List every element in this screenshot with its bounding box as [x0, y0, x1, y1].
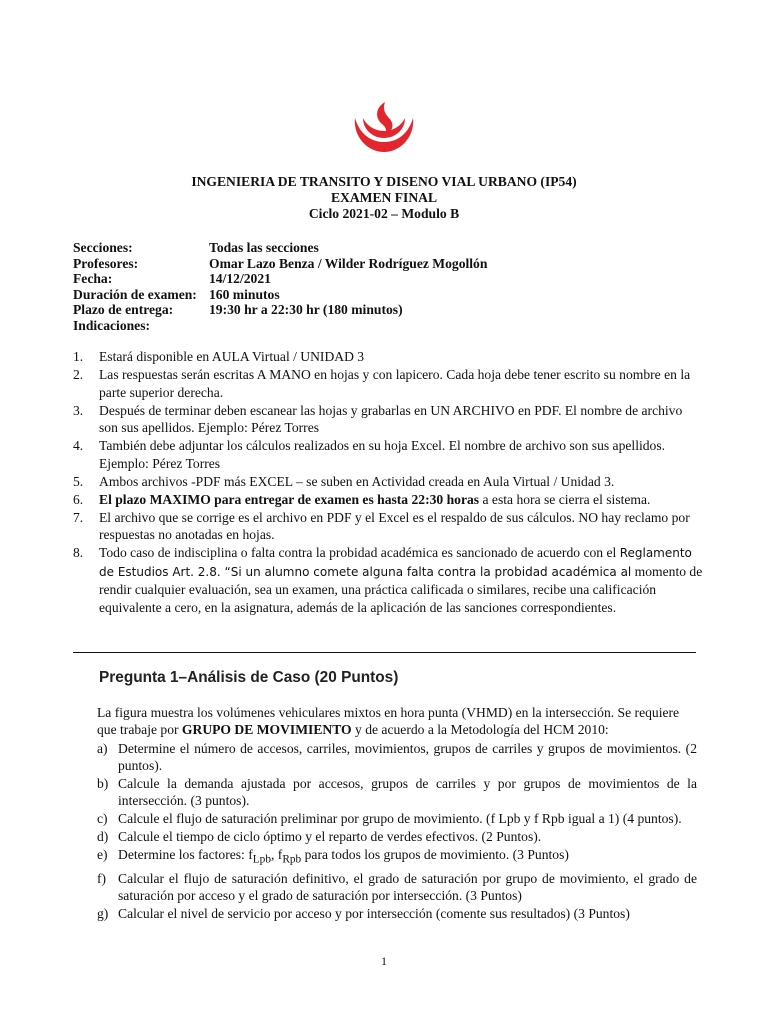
info-label: Profesores:: [73, 255, 139, 271]
info-label: Secciones:: [73, 240, 133, 255]
list-number: 4.: [73, 438, 84, 453]
info-value: Todas las secciones: [209, 240, 319, 255]
list-text: También debe adjuntar los cálculos realizados en su hoja Excel. El nombre de archivo son sus apellidos. Ejemplo: Pérez Torres: [99, 438, 666, 471]
subscript-lpb: Lpb: [252, 853, 271, 866]
item-letter: e): [97, 847, 108, 862]
list-item: [73, 366, 703, 401]
list-text: Ambos archivos -PDF más EXCEL – se suben en Actividad creada en Aula Virtual / Unidad 3.: [99, 473, 615, 489]
list-text: Las respuestas serán escritas A MANO en hojas y con lapicero. Cada hoja debe tener escrito su nombre en la parte superior derecha.: [99, 367, 691, 400]
info-row-date: [73, 271, 487, 287]
question-item: [97, 810, 697, 827]
list-number: 5.: [73, 473, 84, 489]
upc-flame-logo-icon: [349, 98, 419, 158]
exam-info-table: [73, 240, 487, 333]
item-letter: c): [97, 811, 108, 826]
subscript-rpb: Rpb: [282, 853, 302, 866]
list-number: 8.: [73, 545, 84, 560]
list-number: 3.: [73, 402, 84, 418]
item-text: Calcular el nivel de servicio por acceso y por intersección (comente sus resultados) (3 Puntos): [118, 905, 630, 921]
question-item: [97, 905, 697, 922]
question-intro: [97, 704, 697, 738]
info-value: Omar Lazo Benza / Wilder Rodríguez Mogollón: [209, 255, 488, 271]
list-text: momento de rendir cualquier evaluación, sea un examen, una práctica calificada o similares, recibe una calificación equivalente a cero, en la asignatura, además de la aplicación de las sanciones correspondientes.: [99, 563, 703, 615]
exam-title-block: [0, 174, 768, 222]
question-item: [97, 828, 697, 845]
item-text: Calcule la demanda ajustada por accesos, grupos de carriles y por grupos de movimientos de la intersección. (3 puntos).: [118, 776, 697, 808]
list-number: 1.: [73, 349, 84, 364]
item-letter: b): [97, 776, 109, 791]
exam-cycle: Ciclo 2021-02 – Modulo B: [308, 206, 460, 221]
intro-bold: GRUPO DE MOVIMIENTO: [181, 722, 352, 737]
info-value: 14/12/2021: [209, 271, 271, 286]
info-row-deadline: [73, 302, 487, 318]
section-divider: [73, 652, 696, 653]
list-text: El archivo que se corrige es el archivo en PDF y el Excel es el respaldo de sus cálculos. NO hay reclamo por respuestas no anotadas en hojas.: [99, 509, 690, 542]
indications-list: [73, 348, 703, 617]
list-text: Después de terminar deben escanear las hojas y grabarlas en UN ARCHIVO en PDF. El nombre de archivo son sus apellidos. Ejemplo: Pérez Torres: [99, 402, 683, 435]
list-item: [73, 437, 703, 472]
item-text: Determine el número de accesos, carriles, movimientos, grupos de carriles y grupos de movimientos. (2 puntos).: [118, 741, 697, 773]
item-text: Calcule el flujo de saturación preliminar por grupo de movimiento. (f Lpb y f Rpb igual a 1) (4 puntos).: [118, 811, 682, 826]
list-item: [73, 402, 703, 437]
info-row-sections: [73, 240, 487, 256]
item-letter: a): [97, 741, 108, 756]
list-text: a esta hora se cierra el sistema.: [479, 491, 651, 507]
list-item: [73, 544, 703, 616]
item-letter: f): [97, 870, 107, 886]
info-label: Duración de examen:: [73, 286, 197, 302]
question-item: [97, 740, 697, 774]
info-value: 160 minutos: [209, 286, 280, 302]
item-letter: g): [97, 905, 109, 921]
info-row-professors: [73, 256, 487, 272]
info-label: Fecha:: [73, 271, 113, 286]
exam-type: EXAMEN FINAL: [330, 190, 438, 205]
question-title: Pregunta 1–Análisis de Caso (20 Puntos): [99, 669, 399, 686]
list-text: Estará disponible en AULA Virtual / UNIDAD 3: [99, 349, 365, 364]
item-text: para todos los grupos de movimiento. (3 Puntos): [301, 847, 569, 862]
list-number: 6.: [73, 491, 84, 507]
info-row-indications: [73, 318, 487, 334]
item-letter: d): [97, 829, 109, 844]
intro-text: y de acuerdo a la Metodología del HCM 2010:: [351, 722, 609, 737]
item-text: , f: [271, 847, 283, 862]
item-text: Determine los factores: f: [118, 847, 253, 862]
list-item: [73, 491, 703, 509]
item-text: Calcule el tiempo de ciclo óptimo y el reparto de verdes efectivos. (2 Puntos).: [118, 829, 542, 844]
regulation-quote: Reglamento de Estudios Art. 2.8. “Si un alumno comete alguna falta contra la probidad académica al: [99, 546, 692, 579]
intro-text: La figura muestra los volúmenes vehiculares mixtos en hora punta (VHMD) en la intersección. Se requiere que trabaje por: [97, 705, 680, 737]
question-item: [97, 846, 697, 869]
list-item: [73, 473, 703, 491]
list-text: Todo caso de indisciplina o falta contra la probidad académica es sancionado de acuerdo con el: [99, 545, 620, 560]
info-label: Plazo de entrega:: [73, 302, 174, 317]
question-item: [97, 870, 697, 904]
course-title: INGENIERIA DE TRANSITO Y DISENO VIAL URBANO (IP54): [191, 174, 577, 189]
info-value: 19:30 hr a 22:30 hr (180 minutos): [209, 302, 403, 317]
list-text-bold: El plazo MAXIMO para entregar de examen es hasta 22:30 horas: [99, 491, 480, 507]
info-row-duration: [73, 287, 487, 303]
question-item: [97, 775, 697, 809]
list-item: [73, 509, 703, 544]
list-number: 2.: [73, 367, 84, 382]
item-text: Calcular el flujo de saturación definitivo, el grado de saturación por grupo de movimiento, el grado de saturación por acceso y el grado de saturación por intersección. (3 Puntos): [118, 870, 697, 903]
question-items: [97, 740, 697, 923]
list-item: [73, 348, 703, 366]
page-number: 1: [381, 954, 387, 968]
info-label: Indicaciones:: [73, 317, 151, 333]
list-number: 7.: [73, 509, 84, 525]
